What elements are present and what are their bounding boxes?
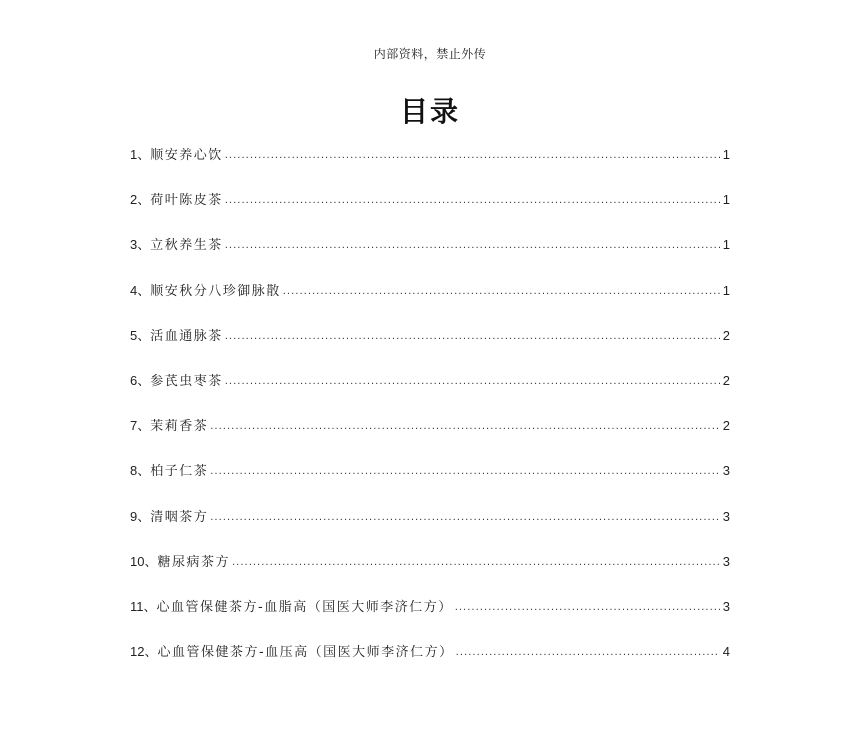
toc-entry[interactable] [130,551,730,596]
toc-entry[interactable] [130,280,730,325]
toc-entry-page[interactable]: 3 [722,463,730,479]
toc-entry-number: 12、 [130,644,158,660]
toc-entry-title[interactable]: 心血管保健茶方-血脂高（国医大师李济仁方） [156,599,453,615]
toc-entry-page[interactable]: 2 [722,372,730,388]
table-of-contents [130,144,730,686]
toc-entry[interactable] [130,234,730,279]
toc-entry-title[interactable]: 顺安秋分八珍御脉散 [150,283,281,299]
toc-entry-title[interactable]: 荷叶陈皮茶 [150,193,223,209]
dot-leader [225,331,720,342]
toc-entry-number: 4、 [130,282,151,298]
dot-leader [283,286,720,297]
dot-leader [225,240,720,251]
dot-leader [225,150,720,161]
toc-entry-page[interactable]: 1 [722,147,730,162]
toc-entry-title[interactable]: 糖尿病茶方 [157,554,230,570]
toc-entry-page[interactable]: 1 [722,282,730,298]
toc-entry[interactable] [130,415,730,460]
dot-leader [455,602,720,613]
toc-entry-number: 11、 [130,598,157,614]
toc-entry-page[interactable]: 1 [722,237,730,253]
toc-entry-number: 6、 [130,372,151,388]
toc-entry-page[interactable]: 3 [722,553,730,569]
toc-entry-page[interactable]: 3 [722,508,730,524]
dot-leader [232,557,720,568]
toc-entry[interactable] [130,189,730,234]
header-confidential-note: 内部资料，禁止外传 [373,47,487,61]
toc-entry[interactable] [130,144,730,189]
toc-entry-title[interactable]: 茉莉香茶 [150,419,209,435]
toc-entry-title[interactable]: 心血管保健茶方-血压高（国医大师李济仁方） [157,645,454,661]
toc-entry[interactable] [130,370,730,415]
toc-entry-page[interactable]: 2 [722,327,730,343]
toc-entry-number: 2、 [130,192,151,208]
toc-entry-page[interactable]: 4 [722,644,730,660]
toc-entry-number: 1、 [130,147,151,162]
dot-leader [210,512,720,523]
toc-entry-number: 5、 [130,327,151,343]
toc-entry-page[interactable]: 1 [722,192,730,208]
toc-entry-page[interactable]: 2 [722,418,730,434]
dot-leader [456,647,720,658]
dot-leader [210,466,720,477]
toc-entry-number: 7、 [130,418,151,434]
toc-entry[interactable] [130,641,730,686]
toc-entry-page[interactable]: 3 [722,598,730,614]
toc-entry-title[interactable]: 柏子仁茶 [150,464,209,480]
toc-entry[interactable] [130,506,730,551]
toc-entry-number: 10、 [130,553,158,569]
toc-entry-number: 9、 [130,508,151,524]
dot-leader [225,195,720,206]
toc-entry-title[interactable]: 活血通脉茶 [150,328,223,344]
toc-entry-title[interactable]: 顺安养心饮 [150,148,223,163]
toc-entry-title[interactable]: 参芪虫枣茶 [150,373,223,389]
toc-entry[interactable] [130,596,730,641]
toc-entry-number: 3、 [130,237,151,253]
toc-entry[interactable] [130,325,730,370]
dot-leader [210,421,720,432]
dot-leader [225,376,720,387]
toc-entry[interactable] [130,460,730,505]
toc-entry-number: 8、 [130,463,151,479]
page-title: 目录 [399,95,460,128]
toc-entry-title[interactable]: 立秋养生茶 [150,238,223,254]
toc-entry-title[interactable]: 清咽茶方 [150,509,209,525]
